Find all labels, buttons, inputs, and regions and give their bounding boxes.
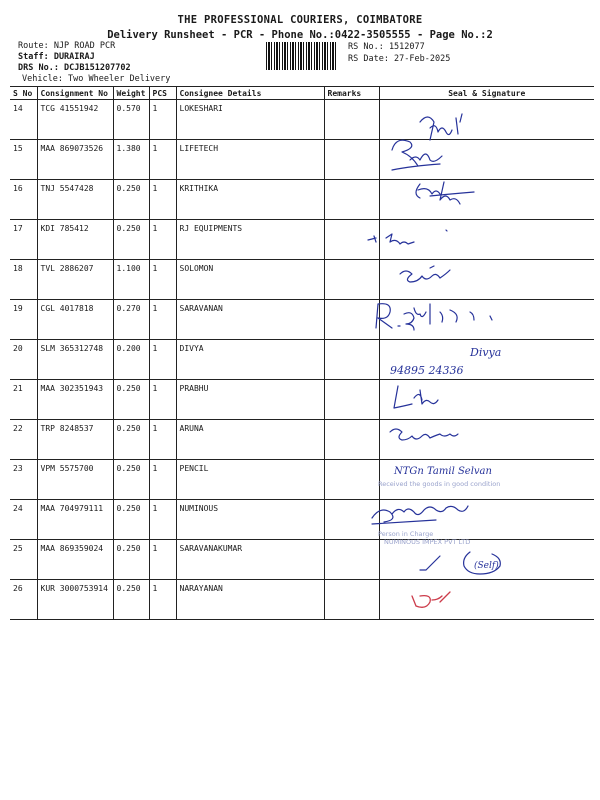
rs-date: RS Date: 27-Feb-2025	[348, 54, 451, 64]
cell-weight: 0.250	[113, 500, 149, 540]
cell-consignment: MAA 869073526	[37, 140, 113, 180]
rs-number: RS No.: 1512077	[348, 42, 425, 52]
cell-weight: 0.270	[113, 300, 149, 340]
cell-weight: 1.380	[113, 140, 149, 180]
cell-pcs: 1	[149, 580, 176, 620]
cell-consignment: CGL 4017818	[37, 300, 113, 340]
cell-weight: 0.250	[113, 180, 149, 220]
cell-consignee: RJ EQUIPMENTS	[176, 220, 324, 260]
signature-row-18	[400, 266, 450, 282]
cell-sno: 22	[10, 420, 37, 460]
route-info: Route: NJP ROAD PCR	[18, 41, 116, 51]
cell-consignee: NUMINOUS	[176, 500, 324, 540]
divya-phone: 94895 24336	[390, 364, 464, 377]
staff-info: Staff: DURAIRAJ	[18, 52, 95, 62]
cell-consignee: SARAVANAKUMAR	[176, 540, 324, 580]
cell-consignment: KDI 785412	[37, 220, 113, 260]
runsheet-subtitle: Delivery Runsheet - PCR - Phone No.:0422-3505555 - Page No.:2	[107, 29, 493, 41]
drs-info: DRS No.: DCJB151207702	[18, 63, 131, 73]
cell-consignee: LIFETECH	[176, 140, 324, 180]
signature-row-17	[368, 230, 447, 244]
cell-pcs: 1	[149, 460, 176, 500]
cell-consignee: DIVYA	[176, 340, 324, 380]
column-header-signature: Seal & Signature	[379, 87, 594, 100]
cell-consignee: LOKESHARI	[176, 100, 324, 140]
cell-sno: 17	[10, 220, 37, 260]
runsheet-title: THE PROFESSIONAL COURIERS, COIMBATORE	[177, 14, 423, 26]
cell-consignment: VPM 5575700	[37, 460, 113, 500]
cell-sno: 16	[10, 180, 37, 220]
signature-row-24	[372, 506, 468, 524]
cell-sno: 15	[10, 140, 37, 180]
received-stamp: Received the goods in good condition	[378, 480, 501, 488]
cell-pcs: 1	[149, 420, 176, 460]
cell-weight: 0.200	[113, 340, 149, 380]
cell-pcs: 1	[149, 260, 176, 300]
cell-consignment: SLM 365312748	[37, 340, 113, 380]
pencil-signature: NTGn Tamil Selvan	[394, 466, 492, 477]
cell-consignee: SARAVANAN	[176, 300, 324, 340]
cell-pcs: 1	[149, 100, 176, 140]
cell-consignee: PRABHU	[176, 380, 324, 420]
incharge-stamp: Person in Charge	[378, 530, 434, 538]
cell-consignment: TRP 8248537	[37, 420, 113, 460]
cell-sno: 21	[10, 380, 37, 420]
signature-row-21	[394, 386, 438, 408]
cell-weight: 0.250	[113, 380, 149, 420]
column-header-pcs: PCS	[149, 87, 176, 100]
cell-weight: 0.250	[113, 420, 149, 460]
divya-signature: Divya	[470, 346, 502, 359]
signature-row-26	[412, 592, 450, 607]
cell-pcs: 1	[149, 540, 176, 580]
cell-weight: 0.250	[113, 460, 149, 500]
cell-pcs: 1	[149, 180, 176, 220]
column-header-consignment: Consignment No	[37, 87, 113, 100]
column-header-remarks: Remarks	[324, 87, 379, 100]
cell-weight: 0.570	[113, 100, 149, 140]
signature-row-22	[390, 429, 458, 440]
cell-weight: 0.250	[113, 220, 149, 260]
cell-consignment: TCG 41551942	[37, 100, 113, 140]
cell-weight: 0.250	[113, 580, 149, 620]
signature-row-16	[416, 182, 474, 204]
cell-consignee: ARUNA	[176, 420, 324, 460]
signature-row-14	[420, 114, 462, 140]
cell-pcs: 1	[149, 380, 176, 420]
cell-sno: 18	[10, 260, 37, 300]
column-header-consignee: Consignee Details	[176, 87, 324, 100]
cell-sno: 19	[10, 300, 37, 340]
cell-pcs: 1	[149, 220, 176, 260]
cell-consignment: TNJ 5547428	[37, 180, 113, 220]
signature-row-19	[376, 304, 492, 330]
cell-sno: 24	[10, 500, 37, 540]
cell-sno: 23	[10, 460, 37, 500]
cell-consignee: PENCIL	[176, 460, 324, 500]
cell-consignee: SOLOMON	[176, 260, 324, 300]
cell-consignment: KUR 3000753914	[37, 580, 113, 620]
cell-sno: 25	[10, 540, 37, 580]
company-stamp: NUMINOUS IMPEX PVT LTD	[384, 538, 471, 546]
cell-consignment: MAA 869359024	[37, 540, 113, 580]
cell-consignment: MAA 302351943	[37, 380, 113, 420]
cell-pcs: 1	[149, 300, 176, 340]
vehicle-info: Vehicle: Two Wheeler Delivery	[22, 74, 171, 84]
cell-consignment: MAA 704979111	[37, 500, 113, 540]
cell-pcs: 1	[149, 500, 176, 540]
cell-sno: 20	[10, 340, 37, 380]
cell-consignee: KRITHIKA	[176, 180, 324, 220]
signature-row-15	[392, 140, 442, 170]
cell-weight: 1.100	[113, 260, 149, 300]
cell-pcs: 1	[149, 340, 176, 380]
cell-pcs: 1	[149, 140, 176, 180]
cell-sno: 26	[10, 580, 37, 620]
column-header-weight: Weight	[113, 87, 149, 100]
self-note: (Self)	[474, 561, 499, 571]
column-header-sno: S No	[10, 87, 37, 100]
cell-consignment: TVL 2886207	[37, 260, 113, 300]
cell-sno: 14	[10, 100, 37, 140]
cell-consignee: NARAYANAN	[176, 580, 324, 620]
cell-weight: 0.250	[113, 540, 149, 580]
